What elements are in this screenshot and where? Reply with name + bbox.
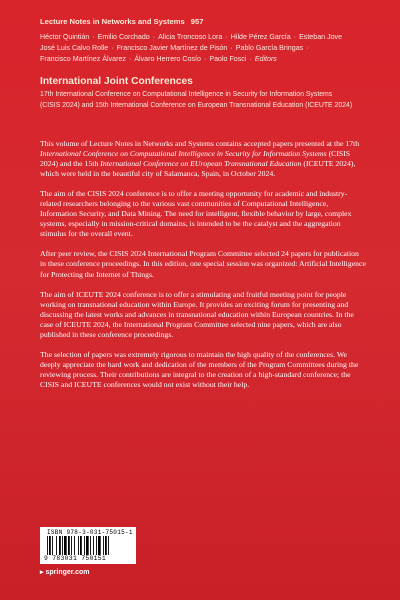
blurb-text: (ICEUTE 2024), which were held in the beautiful city of Salamanca, Spain, in October 2024. (40, 159, 356, 179)
editor-name: Pablo García Bringas (235, 44, 304, 53)
series-name: Lecture Notes in Networks and Systems (40, 17, 185, 26)
series-header (40, 17, 203, 26)
book-title: International Joint Conferences (40, 76, 193, 87)
editor-name: Alicia Troncoso Lora (158, 33, 223, 41)
editor-separator: · (230, 44, 233, 53)
publisher-link[interactable] (40, 568, 89, 576)
editor-separator: · (111, 44, 114, 53)
blurb-paragraph-4: The aim of ICEUTE 2024 conference is to offer a stimulating and fruitful meeting point for people working on transnational education within Europe. It provides an exciting forum for presenting and discussing the latest works and advances in transnational education within European countries. In the case of ICEUTE 2024, the International Program Committee selected nine papers, which are also published in these conference proceedings. (40, 289, 354, 339)
blurb-text: (CISIS 2024) and the 15th (40, 149, 351, 169)
conference-name-italic: International Conference on Computational Intelligence in Security for Information Systems (40, 149, 327, 159)
editors-list (40, 32, 370, 66)
editor-name: Hilde Pérez García (230, 33, 291, 41)
editor-name: Paolo Fosci (209, 55, 247, 64)
blurb-paragraph-5: The selection of papers was extremely rigorous to maintain the high quality of the conferences. We deeply appreciate the hard work and dedication of the members of the Program Committees during the reviewing process. Their contributions are integral to the creation of a high-standard conference; the CISIS and ICEUTE conferences would not exist without their help. (40, 349, 359, 389)
editor-separator: · (92, 33, 95, 41)
editor-name: Álvaro Herrero Cosío (134, 55, 201, 64)
subtitle-line: (CISIS 2024) and 15th International Conference on European Transnational Education (ICEUTE 2024) (40, 102, 353, 109)
editor-separator: · (203, 55, 207, 64)
editor-separator: · (152, 33, 156, 41)
publisher-url: springer.com (45, 569, 90, 576)
barcode (40, 527, 136, 564)
editor-separator: · (249, 55, 252, 64)
editor-name: Esteban Jove (299, 33, 343, 41)
subtitle-line: 17th International Conference on Computational Intelligence in Security for Information Systems (40, 91, 333, 98)
series-volume: 957 (190, 17, 204, 26)
isbn-label: ISBN 978-3-031-75015-1 (47, 529, 133, 536)
barcode-bars (46, 536, 130, 555)
editor-separator: · (306, 44, 309, 53)
blurb (40, 139, 366, 400)
blurb-text: This volume of Lecture Notes in Networks and Systems contains accepted papers presented at the 17th (40, 139, 360, 148)
editors-role: Editors (254, 55, 277, 64)
book-subtitle (40, 89, 370, 111)
editor-separator: · (293, 33, 297, 41)
blurb-paragraph-1 (40, 139, 366, 179)
editor-name: José Luis Calvo Rolle (40, 44, 109, 53)
editor-name: Héctor Quintián (40, 33, 90, 41)
editor-name: Emilio Corchado (97, 33, 150, 41)
editor-separator: · (128, 55, 132, 64)
blurb-paragraph-3: After peer review, the CISIS 2024 International Program Committee selected 24 papers for publication in these conference proceedings. In this edition, one special session was organized: Artificial Intelligence for Protecting the Internet of Things. (40, 249, 366, 279)
editor-separator: · (225, 33, 228, 41)
ean-digits: 9 783031 750151 (44, 555, 107, 562)
editor-name: Francisco Javier Martínez de Pisón (116, 44, 228, 53)
conference-name-italic: International Conference on EUropean Transnational Education (100, 159, 302, 169)
editor-name: Francisco Martínez Álvarez (40, 55, 126, 64)
blurb-paragraph-2: The aim of the CISIS 2024 conference is to offer a meeting opportunity for academic and industry-related researchers belonging to the various vast communities of Computational Intelligence, Information Security, and Data Mining. The need for intelligent, flexible behavior by large, complex systems, especially in mission-critical domains, is intended to be the catalyst and the aggregation stimulus for the overall event. (40, 189, 352, 239)
arrow-icon: ▸ (40, 569, 44, 576)
